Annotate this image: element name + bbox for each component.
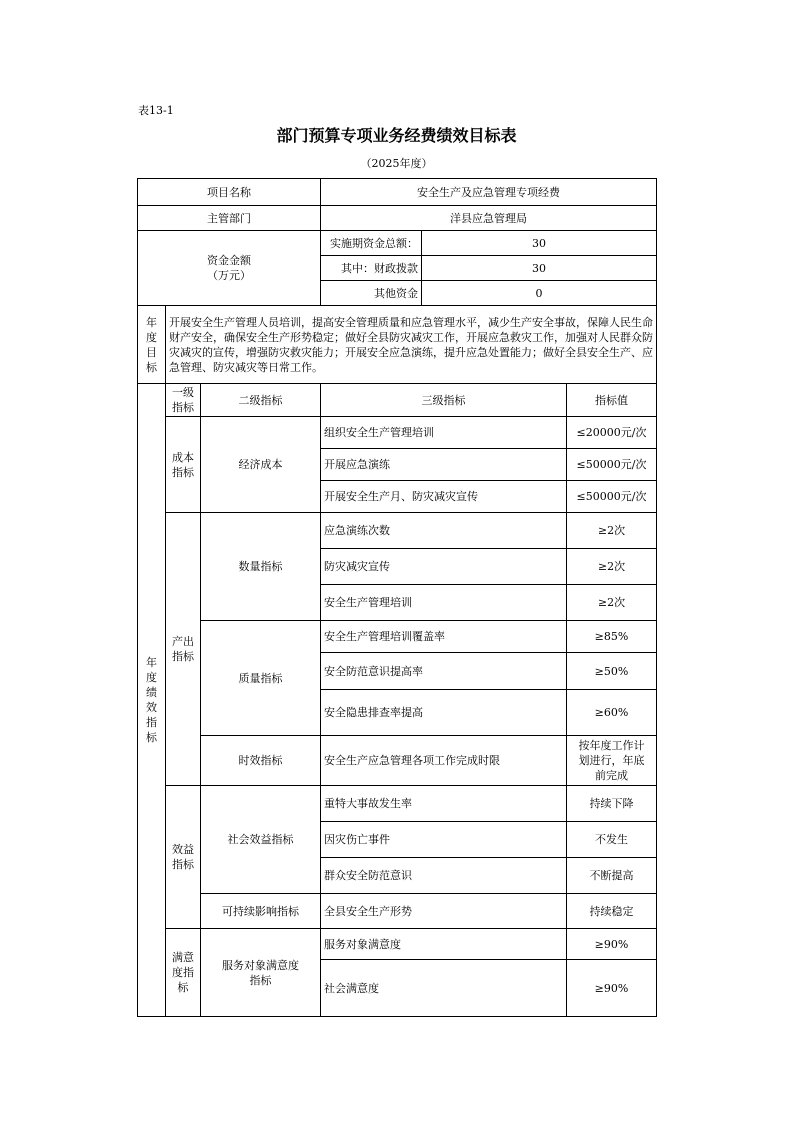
table-row	[138, 513, 657, 549]
indicator-name: 安全生产应急管理各项工作完成时限	[321, 736, 567, 786]
indicator-name: 安全生产管理培训覆盖率	[321, 621, 567, 653]
objective-label: 年 度 目 标	[138, 306, 166, 384]
indicator-value: ≥2次	[567, 585, 657, 621]
indicator-value: ≥90%	[567, 960, 657, 1017]
fund-other-value: 0	[422, 281, 657, 306]
header-level2: 二级指标	[201, 384, 321, 417]
indicator-name: 全县安全生产形势	[321, 894, 567, 929]
table-row	[138, 786, 657, 822]
indicator-name: 安全防范意识提高率	[321, 653, 567, 690]
indicator-value: ≥2次	[567, 513, 657, 549]
fund-label-line2: （万元）	[207, 269, 251, 282]
indicator-name: 开展安全生产月、防灾减灾宣传	[321, 481, 567, 513]
dept-value: 洋县应急管理局	[321, 206, 657, 231]
fund-total-label: 实施期资金总额：	[321, 231, 422, 256]
fund-total-row	[138, 231, 657, 256]
indicator-header-row	[138, 384, 657, 417]
satisfaction-level2: 服务对象满意度 指标	[201, 929, 321, 1017]
table-row	[138, 417, 657, 449]
indicator-value: 不发生	[567, 822, 657, 858]
indicator-name: 群众安全防范意识	[321, 858, 567, 894]
page-title: 部门预算专项业务经费绩效目标表	[276, 126, 517, 145]
quantity-level2: 数量指标	[201, 513, 321, 621]
fund-other-label: 其他资金	[321, 281, 422, 306]
indicator-name: 安全隐患排查率提高	[321, 690, 567, 736]
quality-level2: 质量指标	[201, 621, 321, 736]
indicator-name: 社会满意度	[321, 960, 567, 1017]
indicator-value: ≥85%	[567, 621, 657, 653]
indicator-name: 组织安全生产管理培训	[321, 417, 567, 449]
dept-label: 主管部门	[138, 206, 321, 231]
indicator-value: 不断提高	[567, 858, 657, 894]
indicator-value: ≥50%	[567, 653, 657, 690]
header-value: 指标值	[567, 384, 657, 417]
indicator-value: ≤50000元/次	[567, 449, 657, 481]
table-row	[138, 621, 657, 653]
table-row	[138, 929, 657, 960]
sustain-level2: 可持续影响指标	[201, 894, 321, 929]
indicator-value: ≤20000元/次	[567, 417, 657, 449]
indicator-name: 应急演练次数	[321, 513, 567, 549]
indicator-value: 持续稳定	[567, 894, 657, 929]
output-level1: 产出 指标	[166, 513, 201, 786]
fund-fiscal-value: 30	[422, 256, 657, 281]
indicator-name: 重特大事故发生率	[321, 786, 567, 822]
indicator-name: 因灾伤亡事件	[321, 822, 567, 858]
table-row	[138, 894, 657, 929]
indicator-value: ≥60%	[567, 690, 657, 736]
time-level2: 时效指标	[201, 736, 321, 786]
objective-text: 开展安全生产管理人员培训，提高安全管理质量和应急管理水平，减少生产安全事故，保障人民生命财产安全，确保安全生产形势稳定；做好全县防灾减灾工作，开展应急救灾工作，加强对人民群众防灾减灾的宣传，增强防灾救灾能力；开展安全应急演练，提升应急处置能力；做好全县安全生产、应急管理、防灾减灾等日常工作。	[166, 306, 657, 384]
indicator-name: 安全生产管理培训	[321, 585, 567, 621]
year-label: （2025年度）	[360, 157, 433, 170]
social-level2: 社会效益指标	[201, 786, 321, 894]
indicator-name: 防灾减灾宣传	[321, 549, 567, 585]
cost-level2: 经济成本	[201, 417, 321, 513]
fund-total-value: 30	[422, 231, 657, 256]
fund-label-line1: 资金金额	[207, 254, 251, 267]
objective-row	[138, 306, 657, 384]
indicator-value: 持续下降	[567, 786, 657, 822]
dept-row	[138, 206, 657, 231]
indicator-name: 开展应急演练	[321, 449, 567, 481]
indicators-side-label: 年 度 绩 效 指 标	[138, 384, 166, 1017]
indicator-value: 按年度工作计 划进行，年底 前完成	[567, 736, 657, 786]
indicator-name: 服务对象满意度	[321, 929, 567, 960]
performance-table	[137, 178, 657, 1017]
project-name-row	[138, 179, 657, 206]
header-level1: 一级 指标	[166, 384, 201, 417]
table-code: 表13-1	[138, 104, 174, 117]
indicator-value: ≥2次	[567, 549, 657, 585]
cost-level1: 成本 指标	[166, 417, 201, 513]
indicator-value: ≥90%	[567, 929, 657, 960]
satisfaction-level1: 满意 度指 标	[166, 929, 201, 1017]
project-name-label: 项目名称	[138, 179, 321, 206]
fund-label	[138, 231, 321, 306]
fund-fiscal-label: 其中：财政拨款	[321, 256, 422, 281]
indicator-value: ≤50000元/次	[567, 481, 657, 513]
project-name-value: 安全生产及应急管理专项经费	[321, 179, 657, 206]
benefit-level1: 效益 指标	[166, 786, 201, 929]
header-level3: 三级指标	[321, 384, 567, 417]
table-row	[138, 736, 657, 786]
